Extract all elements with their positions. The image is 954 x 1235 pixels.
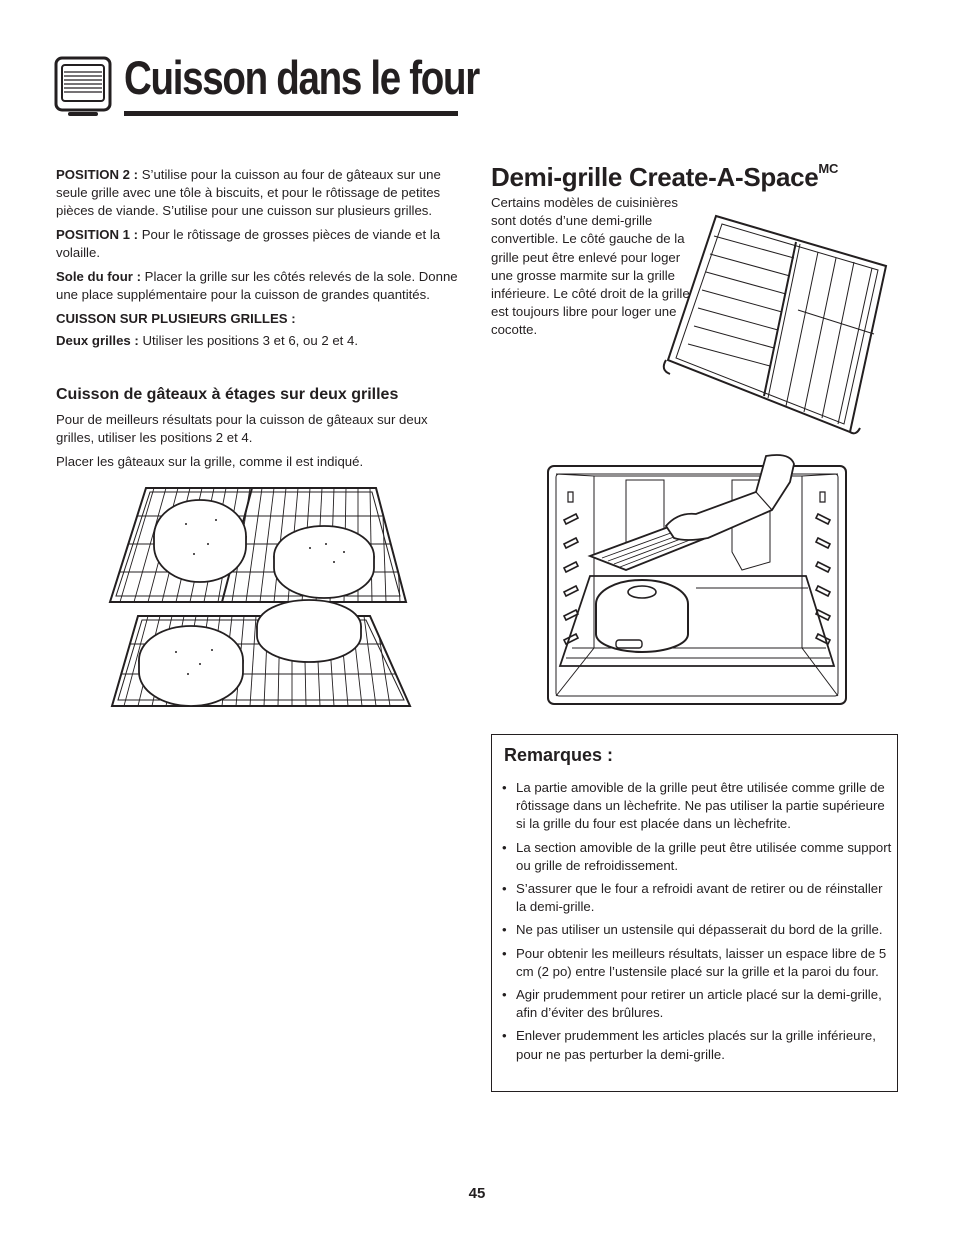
title-rule <box>124 111 458 116</box>
note-item: • S’assurer que le four a refroidi avant de retirer ou de réinstaller la demi-grille. <box>500 880 894 916</box>
rack-positions-section <box>56 166 460 356</box>
half-rack-illustration <box>660 210 896 436</box>
notes-list <box>500 779 894 1069</box>
trademark-sup: MC <box>818 161 839 177</box>
oven-interior-illustration <box>546 452 850 708</box>
position-2-paragraph: POSITION 2 : S’utilise pour la cuisson au four de gâteaux sur une seule grille avec une tôle à biscuits, et pour le rôtissage de petites pièces de viande. S’utilise pour une cuisson sur plusieurs grilles. <box>56 167 441 218</box>
cakes-on-racks-illustration <box>104 484 416 710</box>
page-title: Cuisson dans le four <box>124 51 479 104</box>
note-item: • Pour obtenir les meilleurs résultats, laisser un espace libre de 5 cm (2 po) entre l’ustensile placé sur la grille et la paroi du four. <box>500 945 894 981</box>
page-number: 45 <box>468 1185 486 1202</box>
position-1-paragraph: POSITION 1 : Pour le rôtissage de grosses pièces de viande et la volaille. <box>56 227 441 260</box>
oven-floor-paragraph: Sole du four : Placer la grille sur les côtés relevés de la sole. Donne une place supplémentaire pour la cuisson de grandes quantités. <box>56 269 458 302</box>
cakes-paragraph-2: Placer les gâteaux sur la grille, comme il est indiqué. <box>56 454 364 469</box>
note-item: • La section amovible de la grille peut être utilisée comme support ou grille de refroidissement. <box>500 839 894 875</box>
two-racks-paragraph: Deux grilles : Utiliser les positions 3 et 6, ou 2 et 4. <box>56 333 358 348</box>
note-item: • Enlever prudemment les articles placés sur la grille inférieure, pour ne pas perturber la demi-grille. <box>500 1027 894 1063</box>
half-rack-heading: Demi-grille Create-A-Space$^{MC}$ <box>491 161 839 192</box>
multi-rack-heading: CUISSON SUR PLUSIEURS GRILLES : <box>56 311 296 326</box>
note-item: • Agir prudemment pour retirer un article placé sur la demi-grille, afin d’éviter des brûlures. <box>500 986 894 1022</box>
cakes-section <box>56 411 460 477</box>
cakes-heading: Cuisson de gâteaux à étages sur deux grilles <box>56 386 399 403</box>
half-rack-description: Certains modèles de cuisinières sont dotés d’une demi-grille convertible. Le côté gauche de la grille peut être enlevé pour loger une grosse marmite sur la grille inférieure. Le côté droit de la grille est toujours libre pour loger une cocotte. <box>491 195 690 338</box>
oven-icon <box>54 56 112 118</box>
note-item: • La partie amovible de la grille peut être utilisée comme grille de rôtissage dans un lèchefrite. Ne pas utiliser la partie supérieure si la grille du four est placée dans un lèchefrite. <box>500 779 894 834</box>
notes-title: Remarques : <box>504 745 614 765</box>
note-item: • Ne pas utiliser un ustensile qui dépasserait du bord de la grille. <box>500 921 894 939</box>
cakes-paragraph-1: Pour de meilleurs résultats pour la cuisson de gâteaux sur deux grilles, utiliser les positions 2 et 4. <box>56 412 428 445</box>
